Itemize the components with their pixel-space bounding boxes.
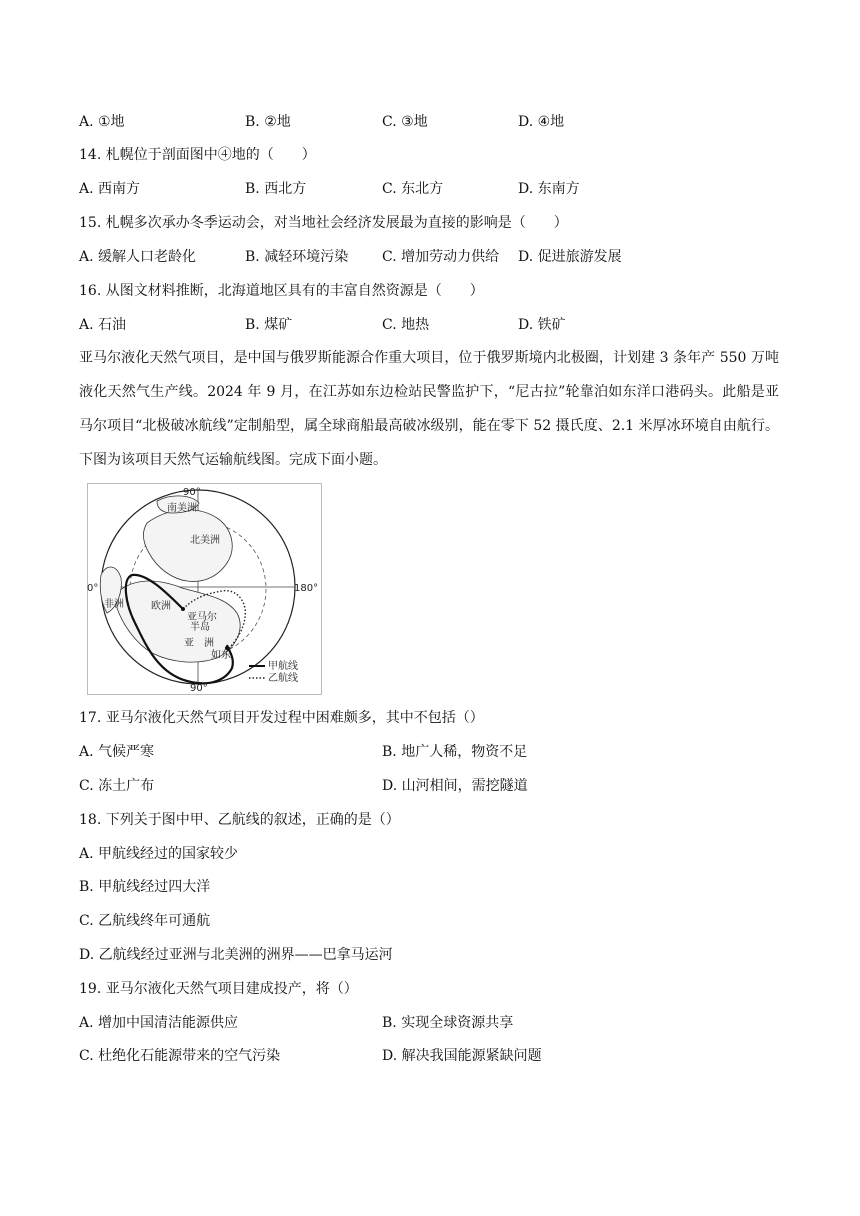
shipping-route-map [87,483,322,695]
q17-option-b: B. 地广人稀，物资不足 [382,744,528,760]
legend-yi: 乙航线 [268,673,298,684]
q14-option-a: A. 西南方 [79,181,141,197]
label-90-bottom: 90° [190,683,208,694]
q15-stem: 15. 札幌多次承办冬季运动会，对当地社会经济发展最为直接的影响是（ ） [79,215,568,231]
q13-option-a: A. ①地 [79,114,125,130]
yamal-point [181,607,185,611]
q18-option-d: D. 乙航线经过亚洲与北美洲的洲界——巴拿马运河 [79,947,393,963]
q18-option-c: C. 乙航线终年可通航 [79,913,211,929]
label-africa: 非洲 [104,599,124,610]
q18-option-b: B. 甲航线经过四大洋 [79,879,211,895]
legend-jia: 甲航线 [268,661,298,672]
label-europe: 欧洲 [151,601,171,612]
q15-option-a: A. 缓解人口老龄化 [79,249,197,265]
q14-option-b: B. 西北方 [245,181,307,197]
q13-option-d: D. ④地 [518,114,565,130]
label-rudong: 如东 [211,650,231,661]
q18-stem: 18. 下列关于图中甲、乙航线的叙述，正确的是（） [79,812,400,828]
label-yamal: 亚马尔 [187,612,217,623]
reading-passage: 亚马尔液化天然气项目，是中国与俄罗斯能源合作重大项目，位于俄罗斯境内北极圈，计划建 3 条年产 550 万吨液化天然气生产线。2024 年 9 月，在江苏如东边检站民警监护下，“尼古拉”轮靠泊如东洋口港码头。此船是亚马尔项目“北极破冰航线”定制船型，属全球商船最高破冰级别，能在零下 52 摄氏度、2.1 米厚冰环境自由航行。下图为该项目天然气运输航线图。完成下面小题。 [79,350,779,468]
q17-option-a: A. 气候严寒 [79,744,155,760]
label-south-america: 南美洲 [167,503,197,514]
q13-option-c: C. ③地 [382,114,428,130]
label-180: 180° [294,583,319,594]
q16-option-a: A. 石油 [79,317,127,333]
q19-option-c: C. 杜绝化石能源带来的空气污染 [79,1048,281,1064]
q16-option-b: B. 煤矿 [245,317,293,333]
q16-option-c: C. 地热 [382,317,430,333]
q19-option-b: B. 实现全球资源共享 [382,1015,514,1031]
q15-option-d: D. 促进旅游发展 [518,249,622,265]
q14-option-d: D. 东南方 [518,181,580,197]
label-0: 0° [87,583,99,594]
label-north-america: 北美洲 [190,535,220,546]
q19-option-a: A. 增加中国清洁能源供应 [79,1015,239,1031]
q18-option-a: A. 甲航线经过的国家较少 [79,846,239,862]
q19-stem: 19. 亚马尔液化天然气项目建成投产，将（） [79,981,358,997]
q19-option-d: D. 解决我国能源紧缺问题 [382,1048,542,1064]
q15-option-c: C. 增加劳动力供给 [382,249,500,265]
label-90-top: 90° [183,487,201,498]
q16-stem: 16. 从图文材料推断，北海道地区具有的丰富自然资源是（ ） [79,283,484,299]
q14-stem: 14. 札幌位于剖面图中④地的（ ） [79,147,316,163]
q15-option-b: B. 减轻环境污染 [245,249,349,265]
q16-option-d: D. 铁矿 [518,317,566,333]
q17-stem: 17. 亚马尔液化天然气项目开发过程中困难颇多，其中不包括（） [79,710,484,726]
q17-option-d: D. 山河相间，需挖隧道 [382,778,528,794]
q14-option-c: C. 东北方 [382,181,444,197]
q17-option-c: C. 冻土广布 [79,778,155,794]
label-asia: 亚 洲 [184,638,214,649]
q13-option-b: B. ②地 [245,114,291,130]
label-peninsula: 半岛 [190,622,210,633]
